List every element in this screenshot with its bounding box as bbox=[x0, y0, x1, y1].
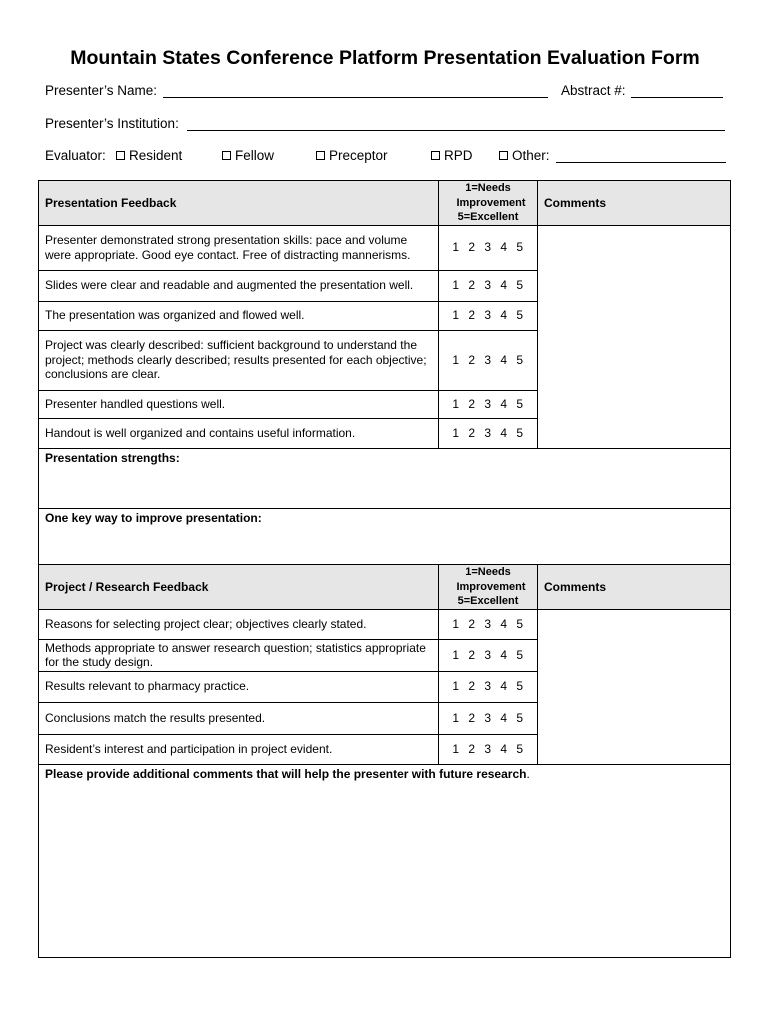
research-feedback-table bbox=[38, 564, 731, 958]
presentation-item: Handout is well organized and contains useful information. bbox=[39, 418, 439, 448]
rating-options[interactable]: 1 2 3 4 5 bbox=[439, 702, 538, 734]
evaluator-option-other[interactable]: Other: bbox=[499, 148, 550, 163]
evaluator-label: Evaluator: bbox=[45, 148, 106, 163]
checkbox-icon[interactable] bbox=[116, 151, 125, 160]
rating-options[interactable]: 1 2 3 4 5 bbox=[439, 225, 538, 270]
presentation-item: Presenter handled questions well. bbox=[39, 390, 439, 418]
rating-options[interactable]: 1 2 3 4 5 bbox=[439, 390, 538, 418]
checkbox-icon[interactable] bbox=[499, 151, 508, 160]
research-item: Resident’s interest and participation in project evident. bbox=[39, 734, 439, 764]
evaluator-option-rpd[interactable]: RPD bbox=[431, 148, 473, 163]
comments-cell[interactable] bbox=[538, 609, 731, 764]
research-item: Results relevant to pharmacy practice. bbox=[39, 671, 439, 702]
evaluator-option-preceptor[interactable]: Preceptor bbox=[316, 148, 388, 163]
rating-options[interactable]: 1 2 3 4 5 bbox=[439, 639, 538, 671]
research-item: Conclusions match the results presented. bbox=[39, 702, 439, 734]
presentation-item: Project was clearly described: sufficient background to understand the project; methods clearly described; results presented for each objective; conclusions are clear. bbox=[39, 330, 439, 390]
rating-options[interactable]: 1 2 3 4 5 bbox=[439, 330, 538, 390]
comments-header: Comments bbox=[538, 565, 731, 610]
presentation-item: Slides were clear and readable and augmented the presentation well. bbox=[39, 270, 439, 301]
rating-options[interactable]: 1 2 3 4 5 bbox=[439, 418, 538, 448]
rating-options[interactable]: 1 2 3 4 5 bbox=[439, 301, 538, 330]
rating-options[interactable]: 1 2 3 4 5 bbox=[439, 270, 538, 301]
institution-label: Presenter’s Institution: bbox=[45, 116, 179, 131]
evaluator-option-fellow[interactable]: Fellow bbox=[222, 148, 274, 163]
form-title: Mountain States Conference Platform Presentation Evaluation Form bbox=[70, 47, 700, 69]
checkbox-icon[interactable] bbox=[222, 151, 231, 160]
presentation-item: The presentation was organized and flowed well. bbox=[39, 301, 439, 330]
presentation-feedback-table bbox=[38, 180, 731, 569]
additional-comments-box[interactable]: Please provide additional comments that will help the presenter with future research. bbox=[39, 764, 731, 957]
checkbox-icon[interactable] bbox=[431, 151, 440, 160]
evaluator-other-field[interactable] bbox=[556, 162, 726, 163]
rating-scale-legend: 1=Needs Improvement 5=Excellent bbox=[439, 565, 538, 610]
abstract-label: Abstract #: bbox=[561, 83, 626, 98]
presentation-strengths-box[interactable]: Presentation strengths: bbox=[39, 448, 731, 508]
comments-header: Comments bbox=[538, 181, 731, 226]
presentation-feedback-header: Presentation Feedback bbox=[39, 181, 439, 226]
presenter-name-field[interactable] bbox=[163, 97, 548, 98]
institution-field[interactable] bbox=[187, 130, 725, 131]
research-item: Reasons for selecting project clear; objectives clearly stated. bbox=[39, 609, 439, 639]
checkbox-icon[interactable] bbox=[316, 151, 325, 160]
research-item: Methods appropriate to answer research question; statistics appropriate for the study design. bbox=[39, 639, 439, 671]
research-feedback-header: Project / Research Feedback bbox=[39, 565, 439, 610]
evaluator-option-resident[interactable]: Resident bbox=[116, 148, 182, 163]
presentation-item: Presenter demonstrated strong presentation skills: pace and volume were appropriate. Good eye contact. Free of distracting mannerisms. bbox=[39, 225, 439, 270]
rating-options[interactable]: 1 2 3 4 5 bbox=[439, 671, 538, 702]
abstract-field[interactable] bbox=[631, 97, 723, 98]
rating-options[interactable]: 1 2 3 4 5 bbox=[439, 609, 538, 639]
rating-options[interactable]: 1 2 3 4 5 bbox=[439, 734, 538, 764]
comments-cell[interactable] bbox=[538, 225, 731, 448]
presenter-name-label: Presenter’s Name: bbox=[45, 83, 158, 98]
improve-presentation-box[interactable]: One key way to improve presentation: bbox=[39, 508, 731, 568]
rating-scale-legend: 1=Needs Improvement 5=Excellent bbox=[439, 181, 538, 226]
additional-comments-label: Please provide additional comments that will help the presenter with future research bbox=[45, 766, 527, 781]
